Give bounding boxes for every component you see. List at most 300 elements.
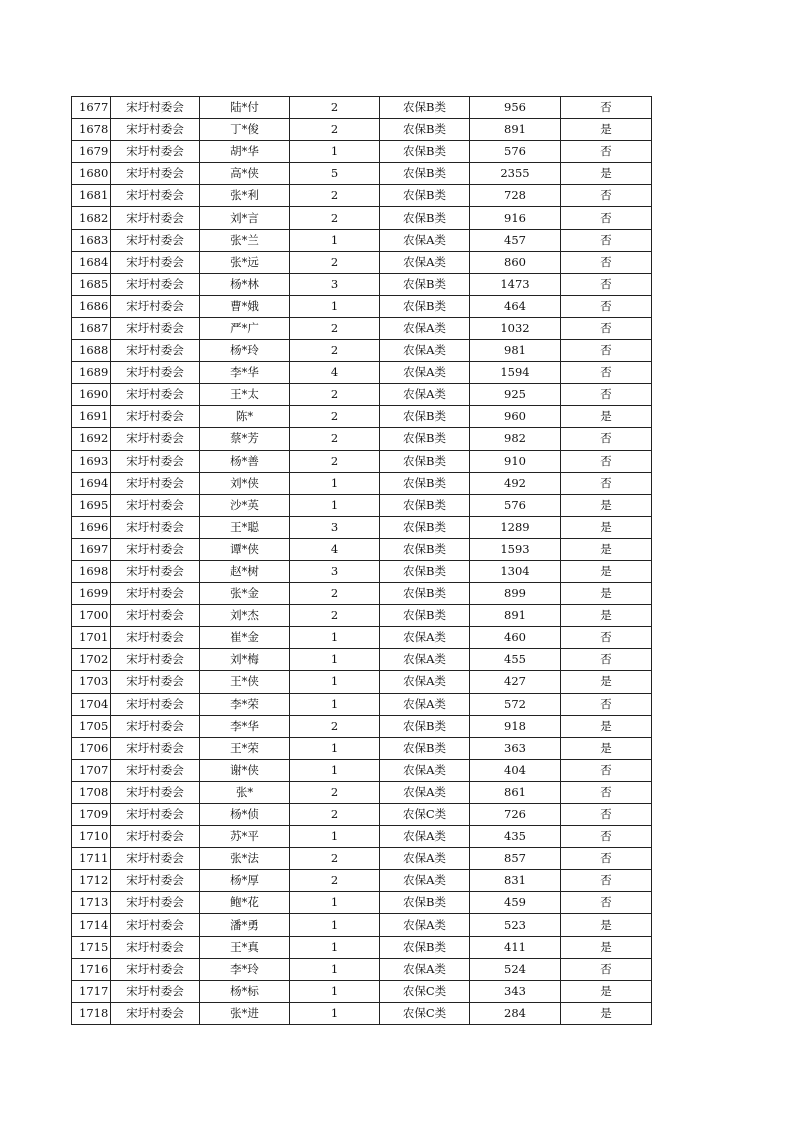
table-row [72,97,652,119]
cell-household-count: 1 [290,759,380,781]
data-table [71,96,652,1025]
cell-household-count: 2 [290,450,380,472]
cell-household-count: 2 [290,583,380,605]
cell-village-committee: 宋圩村委会 [111,340,200,362]
cell-flag: 否 [561,958,652,980]
cell-flag: 否 [561,295,652,317]
table-row [72,759,652,781]
cell-insurance-type: 农保B类 [380,450,470,472]
cell-insurance-type: 农保B类 [380,472,470,494]
cell-insurance-type: 农保B类 [380,892,470,914]
cell-village-committee: 宋圩村委会 [111,384,200,406]
cell-amount: 459 [470,892,561,914]
cell-village-committee: 宋圩村委会 [111,406,200,428]
cell-name: 杨*善 [200,450,290,472]
cell-name: 杨*玲 [200,340,290,362]
cell-amount: 1289 [470,516,561,538]
cell-flag: 否 [561,472,652,494]
cell-insurance-type: 农保A类 [380,627,470,649]
cell-flag: 否 [561,207,652,229]
table-row [72,450,652,472]
cell-insurance-type: 农保A类 [380,229,470,251]
cell-household-count: 5 [290,163,380,185]
table-body [72,97,652,1025]
cell-insurance-type: 农保C类 [380,804,470,826]
cell-household-count: 2 [290,251,380,273]
cell-row-number: 1681 [72,185,111,207]
cell-name: 胡*华 [200,141,290,163]
cell-name: 潘*勇 [200,914,290,936]
cell-amount: 981 [470,340,561,362]
cell-row-number: 1697 [72,538,111,560]
cell-insurance-type: 农保B类 [380,406,470,428]
cell-name: 李*华 [200,362,290,384]
cell-row-number: 1685 [72,273,111,295]
cell-amount: 1032 [470,317,561,339]
cell-insurance-type: 农保A类 [380,914,470,936]
cell-flag: 是 [561,163,652,185]
cell-flag: 是 [561,936,652,958]
cell-flag: 否 [561,826,652,848]
cell-amount: 1594 [470,362,561,384]
cell-row-number: 1704 [72,693,111,715]
cell-village-committee: 宋圩村委会 [111,693,200,715]
cell-insurance-type: 农保A类 [380,340,470,362]
cell-village-committee: 宋圩村委会 [111,826,200,848]
cell-flag: 是 [561,406,652,428]
cell-household-count: 1 [290,141,380,163]
cell-insurance-type: 农保B类 [380,163,470,185]
cell-flag: 否 [561,759,652,781]
cell-name: 陈* [200,406,290,428]
table-row [72,693,652,715]
cell-name: 鲍*花 [200,892,290,914]
cell-insurance-type: 农保A类 [380,384,470,406]
cell-amount: 576 [470,494,561,516]
cell-row-number: 1686 [72,295,111,317]
cell-flag: 否 [561,870,652,892]
cell-household-count: 2 [290,428,380,450]
table-row [72,605,652,627]
cell-flag: 否 [561,627,652,649]
cell-household-count: 2 [290,97,380,119]
cell-insurance-type: 农保B类 [380,97,470,119]
cell-amount: 982 [470,428,561,450]
cell-household-count: 1 [290,958,380,980]
table-row [72,207,652,229]
table-row [72,870,652,892]
cell-village-committee: 宋圩村委会 [111,936,200,958]
cell-village-committee: 宋圩村委会 [111,362,200,384]
table-row [72,892,652,914]
cell-name: 张*进 [200,1002,290,1024]
table-row [72,583,652,605]
cell-village-committee: 宋圩村委会 [111,141,200,163]
cell-household-count: 2 [290,781,380,803]
cell-amount: 916 [470,207,561,229]
cell-amount: 1473 [470,273,561,295]
cell-household-count: 1 [290,693,380,715]
cell-village-committee: 宋圩村委会 [111,804,200,826]
cell-flag: 否 [561,317,652,339]
cell-village-committee: 宋圩村委会 [111,97,200,119]
cell-name: 张*兰 [200,229,290,251]
table-row [72,317,652,339]
cell-household-count: 1 [290,936,380,958]
cell-flag: 否 [561,97,652,119]
cell-village-committee: 宋圩村委会 [111,472,200,494]
cell-name: 王*真 [200,936,290,958]
cell-village-committee: 宋圩村委会 [111,958,200,980]
cell-row-number: 1718 [72,1002,111,1024]
table-row [72,804,652,826]
cell-insurance-type: 农保A类 [380,693,470,715]
cell-flag: 否 [561,185,652,207]
cell-flag: 否 [561,781,652,803]
cell-amount: 2355 [470,163,561,185]
cell-amount: 572 [470,693,561,715]
cell-amount: 861 [470,781,561,803]
table-row [72,671,652,693]
cell-village-committee: 宋圩村委会 [111,538,200,560]
cell-name: 王*聪 [200,516,290,538]
cell-flag: 否 [561,649,652,671]
cell-flag: 是 [561,119,652,141]
cell-amount: 1304 [470,560,561,582]
table-row [72,362,652,384]
cell-row-number: 1717 [72,980,111,1002]
cell-name: 杨*标 [200,980,290,1002]
cell-amount: 404 [470,759,561,781]
cell-flag: 是 [561,671,652,693]
table-row [72,1002,652,1024]
cell-household-count: 2 [290,207,380,229]
cell-household-count: 1 [290,826,380,848]
cell-household-count: 1 [290,892,380,914]
cell-name: 王*侠 [200,671,290,693]
cell-insurance-type: 农保B类 [380,605,470,627]
cell-insurance-type: 农保A类 [380,671,470,693]
cell-household-count: 2 [290,804,380,826]
cell-row-number: 1709 [72,804,111,826]
cell-household-count: 2 [290,605,380,627]
cell-name: 张*远 [200,251,290,273]
cell-village-committee: 宋圩村委会 [111,516,200,538]
cell-name: 张*利 [200,185,290,207]
cell-name: 王*太 [200,384,290,406]
cell-name: 谭*侠 [200,538,290,560]
cell-village-committee: 宋圩村委会 [111,317,200,339]
cell-name: 严*广 [200,317,290,339]
cell-name: 张*金 [200,583,290,605]
cell-flag: 是 [561,516,652,538]
table-row [72,649,652,671]
cell-flag: 是 [561,494,652,516]
cell-name: 蔡*芳 [200,428,290,450]
cell-insurance-type: 农保A类 [380,649,470,671]
cell-household-count: 2 [290,384,380,406]
table-row [72,494,652,516]
cell-row-number: 1677 [72,97,111,119]
cell-village-committee: 宋圩村委会 [111,980,200,1002]
cell-flag: 否 [561,450,652,472]
cell-amount: 284 [470,1002,561,1024]
cell-village-committee: 宋圩村委会 [111,737,200,759]
cell-household-count: 2 [290,317,380,339]
table-row [72,251,652,273]
cell-row-number: 1716 [72,958,111,980]
cell-insurance-type: 农保B类 [380,494,470,516]
cell-name: 谢*侠 [200,759,290,781]
cell-flag: 是 [561,980,652,1002]
cell-row-number: 1678 [72,119,111,141]
cell-village-committee: 宋圩村委会 [111,450,200,472]
cell-name: 曹*娥 [200,295,290,317]
cell-village-committee: 宋圩村委会 [111,759,200,781]
cell-amount: 960 [470,406,561,428]
cell-row-number: 1705 [72,715,111,737]
cell-insurance-type: 农保B类 [380,560,470,582]
table-row [72,340,652,362]
cell-amount: 576 [470,141,561,163]
table-row [72,229,652,251]
cell-amount: 343 [470,980,561,1002]
cell-household-count: 2 [290,185,380,207]
cell-name: 刘*侠 [200,472,290,494]
cell-flag: 否 [561,804,652,826]
cell-amount: 427 [470,671,561,693]
table-row [72,428,652,450]
cell-flag: 否 [561,384,652,406]
cell-household-count: 1 [290,980,380,1002]
cell-row-number: 1699 [72,583,111,605]
cell-amount: 831 [470,870,561,892]
cell-village-committee: 宋圩村委会 [111,892,200,914]
table-row [72,627,652,649]
cell-village-committee: 宋圩村委会 [111,583,200,605]
cell-amount: 910 [470,450,561,472]
cell-amount: 464 [470,295,561,317]
cell-row-number: 1689 [72,362,111,384]
cell-insurance-type: 农保A类 [380,826,470,848]
cell-name: 高*侠 [200,163,290,185]
cell-name: 杨*林 [200,273,290,295]
table-row [72,384,652,406]
cell-flag: 是 [561,583,652,605]
cell-insurance-type: 农保B类 [380,538,470,560]
cell-name: 丁*俊 [200,119,290,141]
cell-name: 陆*付 [200,97,290,119]
cell-insurance-type: 农保B类 [380,715,470,737]
cell-village-committee: 宋圩村委会 [111,185,200,207]
cell-household-count: 2 [290,870,380,892]
table-row [72,538,652,560]
cell-row-number: 1711 [72,848,111,870]
cell-row-number: 1706 [72,737,111,759]
cell-row-number: 1687 [72,317,111,339]
cell-village-committee: 宋圩村委会 [111,207,200,229]
table-row [72,163,652,185]
cell-flag: 否 [561,340,652,362]
cell-name: 李*华 [200,715,290,737]
cell-household-count: 2 [290,715,380,737]
table-row [72,737,652,759]
table-row [72,472,652,494]
cell-row-number: 1698 [72,560,111,582]
cell-flag: 是 [561,737,652,759]
cell-name: 刘*杰 [200,605,290,627]
cell-flag: 否 [561,892,652,914]
cell-insurance-type: 农保B类 [380,141,470,163]
cell-insurance-type: 农保B类 [380,936,470,958]
cell-amount: 925 [470,384,561,406]
cell-amount: 411 [470,936,561,958]
cell-row-number: 1684 [72,251,111,273]
cell-row-number: 1701 [72,627,111,649]
table-row [72,781,652,803]
cell-row-number: 1708 [72,781,111,803]
cell-row-number: 1695 [72,494,111,516]
cell-amount: 899 [470,583,561,605]
cell-household-count: 3 [290,516,380,538]
cell-amount: 457 [470,229,561,251]
cell-row-number: 1702 [72,649,111,671]
cell-household-count: 1 [290,229,380,251]
cell-amount: 860 [470,251,561,273]
cell-insurance-type: 农保B类 [380,207,470,229]
cell-name: 杨*侦 [200,804,290,826]
cell-insurance-type: 农保A类 [380,781,470,803]
cell-household-count: 1 [290,1002,380,1024]
cell-insurance-type: 农保C类 [380,980,470,1002]
cell-village-committee: 宋圩村委会 [111,914,200,936]
cell-row-number: 1707 [72,759,111,781]
table-row [72,848,652,870]
table-row [72,936,652,958]
cell-village-committee: 宋圩村委会 [111,848,200,870]
cell-flag: 否 [561,251,652,273]
cell-insurance-type: 农保B类 [380,583,470,605]
cell-household-count: 1 [290,737,380,759]
cell-flag: 否 [561,428,652,450]
cell-flag: 是 [561,914,652,936]
cell-row-number: 1713 [72,892,111,914]
cell-household-count: 4 [290,538,380,560]
cell-insurance-type: 农保B类 [380,737,470,759]
cell-row-number: 1688 [72,340,111,362]
cell-amount: 891 [470,605,561,627]
cell-household-count: 1 [290,649,380,671]
cell-amount: 523 [470,914,561,936]
cell-amount: 455 [470,649,561,671]
table-row [72,295,652,317]
cell-village-committee: 宋圩村委会 [111,671,200,693]
cell-village-committee: 宋圩村委会 [111,1002,200,1024]
cell-village-committee: 宋圩村委会 [111,119,200,141]
cell-amount: 857 [470,848,561,870]
table-row [72,273,652,295]
cell-flag: 否 [561,141,652,163]
cell-village-committee: 宋圩村委会 [111,428,200,450]
cell-amount: 460 [470,627,561,649]
cell-insurance-type: 农保B类 [380,295,470,317]
cell-insurance-type: 农保B类 [380,428,470,450]
cell-household-count: 1 [290,671,380,693]
cell-village-committee: 宋圩村委会 [111,627,200,649]
cell-flag: 否 [561,229,652,251]
cell-insurance-type: 农保B类 [380,119,470,141]
cell-name: 王*荣 [200,737,290,759]
table-row [72,560,652,582]
cell-village-committee: 宋圩村委会 [111,295,200,317]
cell-amount: 728 [470,185,561,207]
cell-row-number: 1714 [72,914,111,936]
cell-row-number: 1710 [72,826,111,848]
cell-village-committee: 宋圩村委会 [111,229,200,251]
cell-row-number: 1692 [72,428,111,450]
table-row [72,119,652,141]
cell-flag: 是 [561,1002,652,1024]
cell-name: 苏*平 [200,826,290,848]
cell-household-count: 1 [290,472,380,494]
cell-insurance-type: 农保A类 [380,251,470,273]
cell-household-count: 4 [290,362,380,384]
cell-flag: 否 [561,693,652,715]
cell-name: 赵*树 [200,560,290,582]
cell-village-committee: 宋圩村委会 [111,649,200,671]
cell-name: 沙*英 [200,494,290,516]
cell-flag: 否 [561,848,652,870]
cell-insurance-type: 农保A类 [380,362,470,384]
cell-village-committee: 宋圩村委会 [111,605,200,627]
cell-insurance-type: 农保B类 [380,273,470,295]
cell-row-number: 1700 [72,605,111,627]
cell-amount: 363 [470,737,561,759]
cell-village-committee: 宋圩村委会 [111,494,200,516]
cell-amount: 492 [470,472,561,494]
table-row [72,406,652,428]
cell-household-count: 1 [290,494,380,516]
cell-amount: 726 [470,804,561,826]
cell-insurance-type: 农保B类 [380,185,470,207]
cell-name: 刘*言 [200,207,290,229]
cell-name: 李*玲 [200,958,290,980]
cell-household-count: 3 [290,560,380,582]
cell-village-committee: 宋圩村委会 [111,870,200,892]
cell-row-number: 1703 [72,671,111,693]
cell-village-committee: 宋圩村委会 [111,163,200,185]
cell-flag: 是 [561,560,652,582]
cell-row-number: 1715 [72,936,111,958]
table-row [72,826,652,848]
cell-name: 李*荣 [200,693,290,715]
cell-village-committee: 宋圩村委会 [111,273,200,295]
table-row [72,141,652,163]
cell-insurance-type: 农保B类 [380,516,470,538]
cell-flag: 是 [561,715,652,737]
cell-household-count: 1 [290,627,380,649]
table-row [72,914,652,936]
cell-row-number: 1680 [72,163,111,185]
cell-row-number: 1696 [72,516,111,538]
table-row [72,980,652,1002]
cell-row-number: 1682 [72,207,111,229]
cell-insurance-type: 农保A类 [380,848,470,870]
cell-household-count: 2 [290,848,380,870]
cell-amount: 956 [470,97,561,119]
cell-village-committee: 宋圩村委会 [111,715,200,737]
cell-household-count: 1 [290,914,380,936]
